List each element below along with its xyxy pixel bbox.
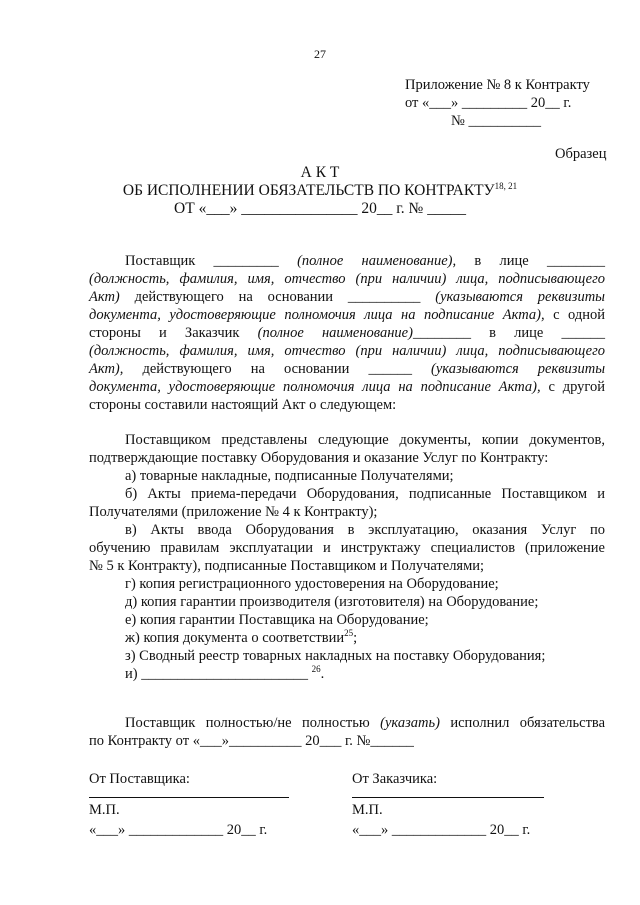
para1-line4: документа, удостоверяющие полномочия лица на подписание Акта), с одной <box>89 307 605 323</box>
customer-signature-line <box>352 797 544 798</box>
act-title: А К Т <box>300 164 340 181</box>
footnote-ref: 25 <box>344 628 354 638</box>
footnote-ref: 26 <box>311 664 321 674</box>
para1-line2: (должность, фамилия, имя, отчество (при наличии) лица, подписывающего <box>89 271 605 287</box>
doc-item-v-cont2: № 5 к Контракту), подписанные Поставщиком и Получателями; <box>89 558 485 574</box>
doc-item-zh: ж) копия документа о соответствии$^{25}$; <box>125 628 358 646</box>
supplier-date: «___» _____________ 20__ г. <box>89 822 268 838</box>
doc-item-d: д) копия гарантии производителя (изготовителя) на Оборудование; <box>125 594 539 610</box>
sample-label: Образец <box>555 146 607 162</box>
para1-line8: документа, удостоверяющие полномочия лица на подписание Акта), с другой <box>89 379 606 395</box>
para1-line6: (должность, фамилия, имя, отчество (при наличии) лица, подписывающего <box>89 343 605 359</box>
para1-line3: Акт) действующего на основании __________ (указываются реквизиты <box>89 289 606 305</box>
para2-line2: подтверждающие поставку Оборудования и оказание Услуг по Контракту: <box>89 450 549 466</box>
doc-item-z: з) Сводный реестр товарных накладных на поставку Оборудования; <box>125 648 546 664</box>
customer-stamp: М.П. <box>352 802 383 818</box>
supplier-label: От Поставщика: <box>89 771 190 787</box>
para1-line7: Акт), действующего на основании ______ (указываются реквизиты <box>89 361 606 377</box>
appendix-number: № __________ <box>451 113 541 129</box>
para1-line9: стороны составили настоящий Акт о следующем: <box>89 397 397 413</box>
para1-line5: стороны и Заказчик (полное наименование)________ в лице ______ <box>89 325 605 341</box>
page-number: 27 <box>314 47 326 61</box>
doc-item-g: г) копия регистрационного удостоверения на Оборудование; <box>125 576 499 592</box>
appendix-date: от «___» _________ 20__ г. <box>405 95 572 111</box>
doc-item-v: в) Акты ввода Оборудования в эксплуатацию, оказания Услуг по <box>125 522 605 538</box>
para3-line2: по Контракту от «___»__________ 20___ г. №______ <box>89 733 414 749</box>
doc-item-a: а) товарные накладные, подписанные Получателями; <box>125 468 454 484</box>
para3-line1: Поставщик полностью/не полностью (указать) исполнил обязательства <box>125 715 606 731</box>
act-date-line: ОТ «___» _______________ 20__ г. № _____ <box>174 200 466 217</box>
doc-item-b-cont: Получателями (приложение № 4 к Контракту); <box>89 504 378 520</box>
doc-item-i: и) _______________________ $^{26}$. <box>125 664 325 682</box>
appendix-title: Приложение № 8 к Контракту <box>405 77 590 93</box>
customer-date: «___» _____________ 20__ г. <box>352 822 531 838</box>
para1-line1: Поставщик _________ (полное наименование), в лице ________ <box>125 253 606 269</box>
doc-item-b: б) Акты приема-передачи Оборудования, подписанные Поставщиком и <box>125 486 605 502</box>
doc-item-v-cont1: обучению правилам эксплуатации и инструктажу специалистов (приложение <box>89 540 605 556</box>
doc-item-e: е) копия гарантии Поставщика на Оборудование; <box>125 612 429 628</box>
supplier-stamp: М.П. <box>89 802 120 818</box>
customer-label: От Заказчика: <box>352 771 438 787</box>
footnote-ref: 18, 21 <box>494 181 518 191</box>
para2-line1: Поставщиком представлены следующие документы, копии документов, <box>125 432 605 448</box>
act-subtitle: ОБ ИСПОЛНЕНИИ ОБЯЗАТЕЛЬСТВ ПО КОНТРАКТУ$^{18, 21}$ <box>122 181 518 199</box>
supplier-signature-line <box>89 797 289 798</box>
